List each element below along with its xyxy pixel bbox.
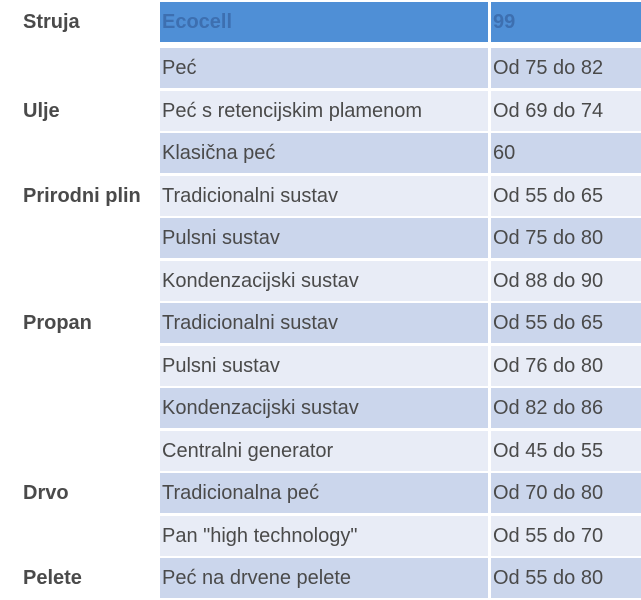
category-label: Ulje [23, 100, 60, 122]
table-row [0, 303, 641, 343]
item-label: Tradicionalna peć [162, 482, 320, 504]
value-label: 99 [493, 11, 516, 33]
value-cell [491, 303, 641, 343]
table-row [0, 516, 641, 556]
value-label: Od 55 do 80 [493, 567, 604, 589]
item-cell [160, 346, 488, 386]
table-row [0, 48, 641, 88]
item-cell [160, 473, 488, 513]
value-label: Od 45 do 55 [493, 440, 604, 462]
item-cell [160, 133, 488, 173]
table-row [0, 431, 641, 471]
value-label: Od 70 do 80 [493, 482, 604, 504]
item-label: Pulsni sustav [162, 227, 280, 249]
category-label: Pelete [23, 567, 82, 589]
value-label: Od 75 do 80 [493, 227, 604, 249]
table-row [0, 473, 641, 513]
value-cell [491, 48, 641, 88]
item-cell [160, 48, 488, 88]
table-row [0, 2, 641, 42]
table-row [0, 218, 641, 258]
item-cell [160, 388, 488, 428]
item-cell [160, 218, 488, 258]
item-label: Peć na drvene pelete [162, 567, 352, 589]
item-label: Pulsni sustav [162, 355, 280, 377]
item-cell [160, 431, 488, 471]
value-label: Od 82 do 86 [493, 397, 604, 419]
item-label: Klasična peć [162, 142, 276, 164]
table-row [0, 346, 641, 386]
value-cell [491, 346, 641, 386]
value-cell [491, 2, 641, 42]
item-label: Tradicionalni sustav [162, 185, 339, 207]
value-cell [491, 133, 641, 173]
table-row [0, 261, 641, 301]
value-label: 60 [493, 142, 516, 164]
item-label: Ecocell [162, 11, 233, 33]
category-label: Prirodni plin [23, 185, 141, 207]
item-label: Pan "high technology" [162, 525, 358, 547]
value-cell [491, 261, 641, 301]
category-label: Drvo [23, 482, 69, 504]
item-label: Peć s retencijskim plamenom [162, 100, 423, 122]
value-label: Od 88 do 90 [493, 270, 604, 292]
table-row [0, 91, 641, 131]
item-cell [160, 91, 488, 131]
value-cell [491, 176, 641, 216]
category-label: Propan [23, 312, 92, 334]
item-cell [160, 2, 488, 42]
value-cell [491, 431, 641, 471]
item-cell [160, 303, 488, 343]
table-row [0, 558, 641, 598]
value-cell [491, 91, 641, 131]
item-label: Kondenzacijski sustav [162, 270, 359, 292]
table-row [0, 176, 641, 216]
item-label: Centralni generator [162, 440, 334, 462]
value-label: Od 76 do 80 [493, 355, 604, 377]
item-label: Tradicionalni sustav [162, 312, 339, 334]
item-label: Kondenzacijski sustav [162, 397, 359, 419]
item-label: Peć [162, 57, 197, 79]
value-cell [491, 388, 641, 428]
value-cell [491, 473, 641, 513]
value-cell [491, 218, 641, 258]
value-label: Od 55 do 65 [493, 312, 604, 334]
value-label: Od 69 do 74 [493, 100, 604, 122]
table-row [0, 388, 641, 428]
category-label: Struja [23, 11, 80, 33]
item-cell [160, 261, 488, 301]
value-cell [491, 558, 641, 598]
item-cell [160, 176, 488, 216]
item-cell [160, 516, 488, 556]
value-cell [491, 516, 641, 556]
value-label: Od 55 do 70 [493, 525, 604, 547]
value-label: Od 75 do 82 [493, 57, 604, 79]
table-row [0, 133, 641, 173]
item-cell [160, 558, 488, 598]
value-label: Od 55 do 65 [493, 185, 604, 207]
